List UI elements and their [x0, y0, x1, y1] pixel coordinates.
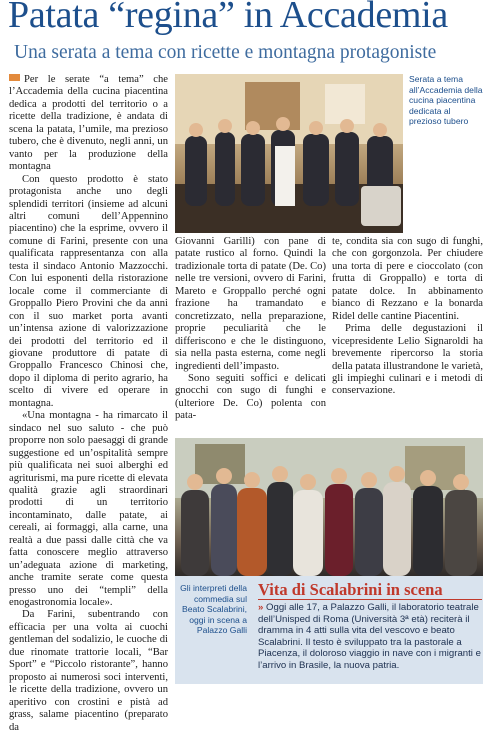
box-divider: [258, 599, 482, 600]
paragraph: Prima delle degustazioni il vicepresidente Lelio Signaroldi ha brevemente ripercorso la storia della patata illustrandone le varietà, gli impieghi culinari e i metodi di conservazione.: [332, 323, 483, 397]
box-body: [258, 602, 482, 672]
subheadline: Una serata a tema con ricette e montagna protagoniste: [14, 42, 437, 63]
photo-caption: Gli interpreti della commedia sul Beato Scalabrini, oggi in scena a Palazzo Galli: [180, 583, 247, 636]
paragraph: Con questo prodotto è stato protagonista anche uno degli splendidi territori (insieme ad alcuni altri comuni dell’Appennino piacentino) che la esprime, ovvero il comune di Farini, presente con una qualificata rappresentanza con alla testa il sindaco Antonio Mazzocchi. Con lui esponenti della ristorazione locale come il commerciante di Groppallo Piero Provini che da anni con il suo market porta avanti un’intensa azione di valorizzazione dei prodotti del territorio ed il giovane produttore di patate di Groppallo Francesco Chinosi che, dopo il diploma di perito agrario, ha scelto di vivere ed operare in montagna.: [9, 173, 168, 409]
paragraph: Sono seguiti soffici e delicati gnocchi con sugo di funghi e (ulteriore De. Co) polenta con pata-: [175, 372, 326, 422]
theatre-photo-illustration: [175, 438, 483, 576]
paragraph: Giovanni Garilli) con pane di patate rustico al forno. Quindi la tradizionale torta di patate (De. Co) nelle tre versioni, ovvero di Farini, Mareto e Groppallo perché ogni frazione ha tramandato e concretizzato, nella preparazione, proprie peculiarità che le differiscono e che le distinguono, sia nella pasta esterna, come negli ingredienti dell’impasto.: [175, 236, 326, 372]
paragraph: «Una montagna - ha rimarcato il sindaco nel suo saluto - che può proporre non solo paesaggi di grande suggestione ed un’ospitalità sempre più qualificata nei suoi alberghi ed agriturismi, ma pure ricette di elevata qualità grazie agli straordinari prodotti di un territorio incontaminato, dalle patate, ai cereali, ai formaggi, alla carne, una realtà a due passi dalle città che va fatta conoscere meglio attraverso un’adeguata azione di marketing, anche tramite serate come questa presso uno dei “templi” della enogastronomia locale».: [9, 410, 168, 609]
group-photo-dinner: [175, 74, 403, 233]
paragraph: [9, 74, 168, 174]
dinner-photo-illustration: [175, 74, 403, 233]
paragraph: te, condita sia con sugo di funghi, che con gorgonzola. Per chiudere una torta di pere e cioccolato (con frutta di Groppallo) e torta di patate dolce. In abbinamento bianco di Rezzano e la bonarda Ridel delle cantine Piacentini.: [332, 236, 483, 322]
headline: Patata “regina” in Accademia: [8, 0, 448, 36]
article-column-1: [9, 74, 168, 734]
group-photo-theatre: [175, 438, 483, 576]
paragraph: Da Farini, subentrando con efficacia per una volta ai cuochi gentleman del sodalizio, le cuoche di due rinomate trattorie locali, “Bar Sport” e “Piccolo ristorante”, hanno proposto ai numerosi soci interventi, le ricette della tradizione, ovvero un aperitivo con crostini e pistà ad grass, salame piacentino (preparato da: [9, 609, 168, 733]
double-arrow-icon: »: [258, 602, 264, 613]
article-column-3: [332, 236, 483, 398]
box-title: Vita di Scalabrini in scena: [258, 580, 443, 599]
photo-caption: Serata a tema all’Accademia della cucina piacentina dedicata al prezioso tubero: [409, 74, 483, 127]
paragraph-text: Per le serate “a tema” che l’Accademia della cucina piacentina dedica a prodotti del territorio o a ricette della tradizione, è andata di scena la patata, l’umile, ma prezioso tubero, che è divenuto, negli anni, un vanto per la produzione della montagna: [9, 74, 168, 173]
article-column-2: [175, 236, 326, 423]
box-body-text: Oggi alle 17, a Palazzo Galli, il laboratorio teatrale dell’Unisped di Roma (Università 3ª età) reciterà il dramma in 4 atti sulla vita del vescovo e beato Scalabrini. Il testo è sviluppato tra la pastorale a Piacenza, il doloroso viaggio in nave con i migranti e l’arrivo in Brasile, la nuova patria.: [258, 602, 481, 671]
section-marker-icon: [9, 74, 20, 81]
